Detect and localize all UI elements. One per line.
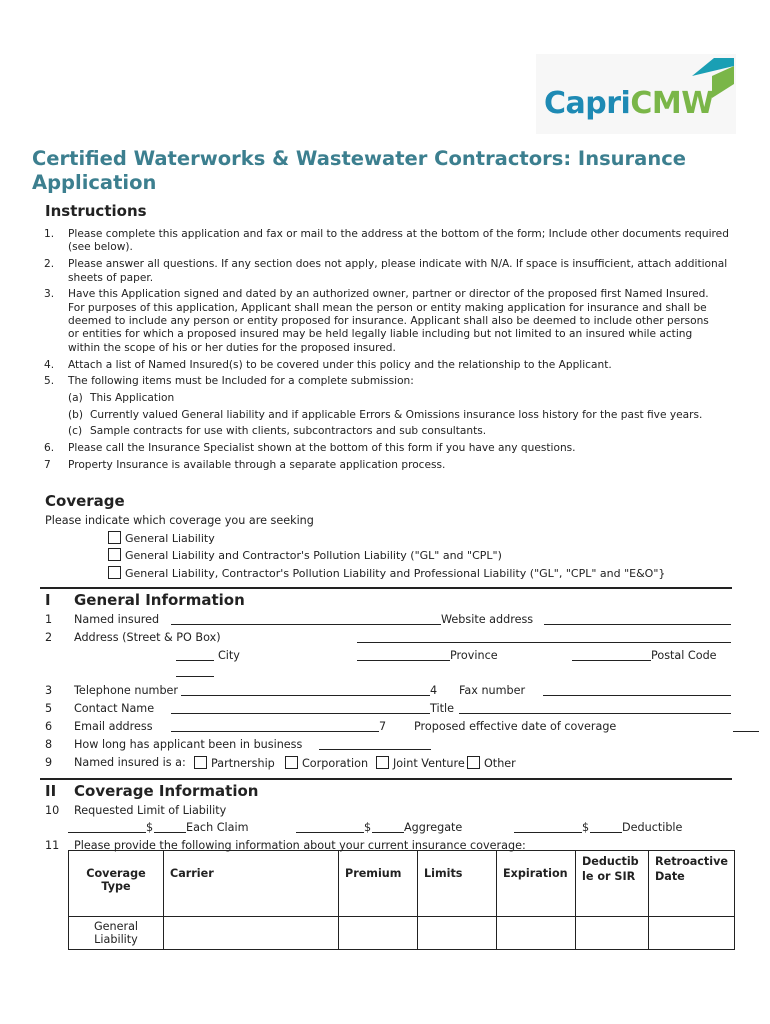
section-divider	[40, 587, 732, 589]
instructions-list	[44, 228, 734, 475]
list-item: 1. Please complete this application and fax or mail to the address at the bottom of the form; Include other documents required (see below).	[44, 228, 729, 254]
table-header-row	[69, 851, 735, 917]
website-field[interactable]	[544, 624, 731, 625]
page-title: Certified Waterworks & Wastewater Contractors: Insurance Application	[32, 147, 687, 194]
current-coverage-label: Please provide the following information about your current insurance coverage:	[74, 839, 526, 852]
title-label: Title	[430, 702, 454, 715]
table-cell: General Liability	[69, 917, 164, 950]
each-claim-label: Each Claim	[186, 821, 249, 834]
list-item: 5. The following items must be Included for a complete submission:	[44, 375, 414, 388]
table-header: Coverage Type	[69, 851, 164, 917]
contact-label: Contact Name	[74, 702, 155, 715]
city-label: City	[218, 649, 240, 662]
aggregate-amount-field[interactable]	[372, 832, 404, 833]
coverage-option-gl-cpl[interactable]: General Liability and Contractor's Pollution Liability ("GL" and "CPL")	[108, 548, 502, 562]
effective-date-label: Proposed effective date of coverage	[414, 720, 617, 733]
table-cell[interactable]	[497, 917, 576, 950]
item-number: 3	[45, 684, 53, 697]
logo: CapriCMW	[544, 86, 714, 121]
table-cell[interactable]	[339, 917, 418, 950]
deductible-amount-field[interactable]	[590, 832, 622, 833]
deductible-field[interactable]	[514, 832, 582, 833]
telephone-label: Telephone number	[74, 684, 179, 697]
item-number: 11	[45, 839, 60, 852]
list-item: (b) Currently valued General liability and if applicable Errors & Omissions insurance loss history for the past five years.	[68, 408, 703, 421]
item-number: 8	[45, 738, 53, 751]
table-cell[interactable]	[649, 917, 735, 950]
table-header: Expiration	[497, 851, 576, 917]
fax-label: Fax number	[459, 684, 526, 697]
checkbox[interactable]	[108, 566, 121, 579]
business-duration-label: How long has applicant been in business	[74, 738, 303, 751]
named-insured-label: Named insured	[74, 613, 160, 626]
telephone-field[interactable]	[181, 695, 430, 696]
table-cell[interactable]	[164, 917, 339, 950]
city-field[interactable]	[176, 660, 214, 661]
checkbox[interactable]	[108, 548, 121, 561]
currency-symbol: $	[582, 821, 590, 834]
table-header: Deductible or SIR	[576, 851, 649, 917]
entity-joint-venture[interactable]: Joint Venture	[376, 756, 465, 770]
item-number: 7	[379, 720, 387, 733]
table-header: Limits	[418, 851, 497, 917]
postal-code-field[interactable]	[572, 660, 651, 661]
entity-partnership[interactable]: Partnership	[194, 756, 275, 770]
business-duration-field[interactable]	[319, 749, 431, 750]
section-number: II	[45, 782, 57, 800]
each-claim-amount-field[interactable]	[154, 832, 186, 833]
checkbox[interactable]	[285, 756, 298, 769]
item-number: 5	[45, 702, 53, 715]
list-item: (c) Sample contracts for use with clients, subcontractors and sub consultants.	[68, 425, 487, 438]
section-number: I	[45, 591, 51, 609]
section-heading: Coverage Information	[74, 782, 259, 800]
limit-label: Requested Limit of Liability	[74, 804, 227, 817]
checkbox[interactable]	[467, 756, 480, 769]
entity-corporation[interactable]: Corporation	[285, 756, 368, 770]
section-heading: General Information	[74, 591, 245, 609]
aggregate-label: Aggregate	[404, 821, 463, 834]
currency-symbol: $	[364, 821, 372, 834]
each-claim-field[interactable]	[68, 832, 146, 833]
item-number: 9	[45, 756, 53, 769]
currency-symbol: $	[146, 821, 154, 834]
item-number: 6	[45, 720, 53, 733]
website-label: Website address	[441, 613, 534, 626]
table-cell[interactable]	[418, 917, 497, 950]
address-label: Address (Street & PO Box)	[74, 631, 221, 644]
section-divider	[40, 778, 732, 780]
list-item: 3. Have this Application signed and dated by an authorized owner, partner or director of the proposed first Named Insured. For purposes of this application, Applicant shall mean the person or entity making application for insurance and shall be deemed to include any person or entity proposed for insurance. Applicant shall also be deemed to include other persons or entities for which a proposed insured may be held legally liable including but not limited to an insured while acting within the scope of his or her duties for the proposed insured.	[44, 288, 709, 354]
list-item: 7 Property Insurance is available through a separate application process.	[44, 458, 446, 471]
coverage-prompt: Please indicate which coverage you are seeking	[45, 514, 314, 527]
effective-date-field[interactable]	[733, 731, 759, 732]
email-label: Email address	[74, 720, 153, 733]
item-number: 4	[430, 684, 438, 697]
coverage-heading: Coverage	[45, 492, 125, 510]
table-header: Retroactive Date	[649, 851, 735, 917]
list-item: 6. Please call the Insurance Specialist shown at the bottom of this form if you have any questions.	[44, 442, 576, 455]
contact-field[interactable]	[171, 713, 430, 714]
province-label: Province	[450, 649, 498, 662]
address-field[interactable]	[357, 642, 731, 643]
email-field[interactable]	[171, 731, 379, 732]
coverage-option-gl-cpl-eo[interactable]: General Liability, Contractor's Pollution Liability and Professional Liability ("GL", "CPL" and "E&O"}	[108, 566, 665, 580]
entity-other[interactable]: Other	[467, 756, 516, 770]
table-cell[interactable]	[576, 917, 649, 950]
instructions-heading: Instructions	[45, 202, 147, 220]
item-number: 1	[45, 613, 53, 626]
named-insured-field[interactable]	[171, 624, 441, 625]
current-coverage-table	[68, 850, 735, 950]
item-number: 10	[45, 804, 60, 817]
table-row	[69, 917, 735, 950]
checkbox[interactable]	[194, 756, 207, 769]
city-field-extra[interactable]	[176, 676, 214, 677]
postal-code-label: Postal Code	[651, 649, 717, 662]
province-field[interactable]	[357, 660, 450, 661]
checkbox[interactable]	[108, 531, 121, 544]
checkbox[interactable]	[376, 756, 389, 769]
entity-type-label: Named insured is a:	[74, 756, 186, 769]
fax-field[interactable]	[543, 695, 731, 696]
list-item: (a) This Application	[68, 391, 175, 404]
aggregate-field[interactable]	[296, 832, 364, 833]
list-item: 2. Please answer all questions. If any section does not apply, please indicate with N/A. If space is insufficient, attach additional sheets of paper.	[44, 258, 728, 284]
title-field[interactable]	[459, 713, 731, 714]
table-header: Carrier	[164, 851, 339, 917]
table-header: Premium	[339, 851, 418, 917]
list-item: 4. Attach a list of Named Insured(s) to be covered under this policy and the relationship to the Applicant.	[44, 358, 612, 371]
coverage-option-gl[interactable]: General Liability	[108, 531, 215, 545]
item-number: 2	[45, 631, 53, 644]
deductible-label: Deductible	[622, 821, 683, 834]
